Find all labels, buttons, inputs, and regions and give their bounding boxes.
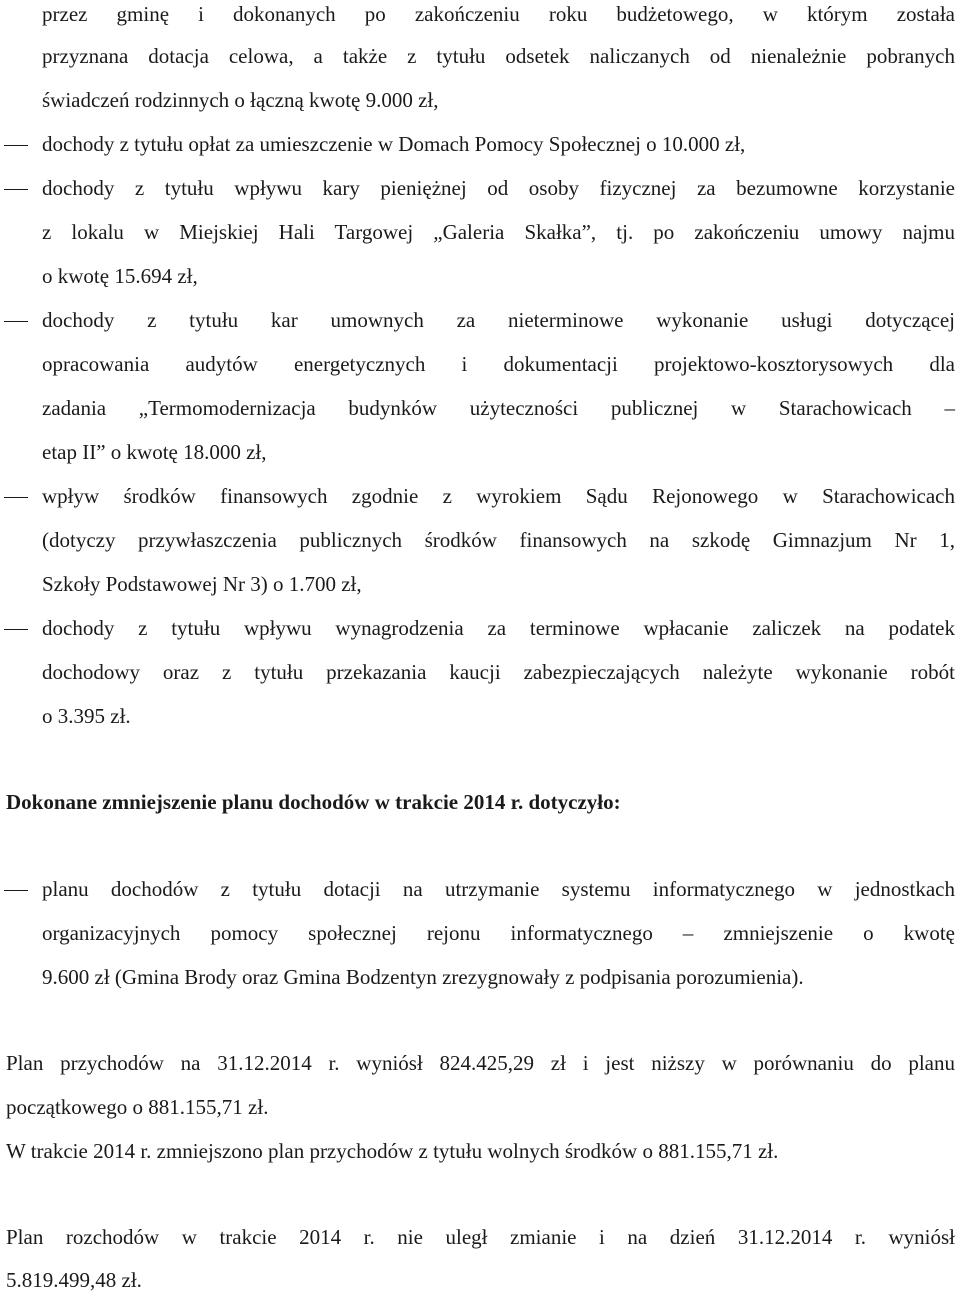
list-item-text: dochody z tytułu wpływu wynagrodzenia za terminowe wpłacanie zaliczek na podatek	[42, 616, 955, 640]
list-item-text: opracowania audytów energetycznych i dokumentacji projektowo-kosztorysowych dla	[42, 352, 955, 376]
list-item-text: dochody z tytułu opłat za umieszczenie w Domach Pomocy Społecznej o 10.000 zł,	[42, 132, 746, 156]
list-item-text: Szkoły Podstawowej Nr 3) o 1.700 zł,	[42, 572, 362, 596]
list-item-text: etap II” o kwotę 18.000 zł,	[42, 440, 267, 464]
list-item-text: wpływ środków finansowych zgodnie z wyrokiem Sądu Rejonowego w Starachowicach	[42, 484, 955, 508]
text-line: świadczeń rodzinnych o łączną kwotę 9.000 zł,	[42, 88, 439, 112]
list-item-text: dochody z tytułu kar umownych za nieterminowe wykonanie usługi dotyczącej	[42, 308, 955, 332]
list-dash	[4, 189, 28, 190]
list-item-text: o 3.395 zł.	[42, 704, 131, 728]
list-item-text: zadania „Termomodernizacja budynków użyteczności publicznej w Starachowicach –	[42, 396, 955, 420]
list-dash	[4, 890, 28, 891]
paragraph-line: 5.819.499,48 zł.	[6, 1268, 142, 1292]
list-item-text: (dotyczy przywłaszczenia publicznych środków finansowych na szkodę Gimnazjum Nr 1,	[42, 528, 955, 552]
list-item-text: dochodowy oraz z tytułu przekazania kaucji zabezpieczających należyte wykonanie robót	[42, 660, 955, 684]
list-dash	[4, 497, 28, 498]
paragraph-line: początkowego o 881.155,71 zł.	[6, 1095, 269, 1119]
text-line: przyznana dotacja celowa, a także z tytułu odsetek naliczanych od nienależnie pobranych	[42, 44, 955, 68]
text-line: przez gminę i dokonanych po zakończeniu roku budżetowego, w którym została	[42, 2, 955, 26]
list-dash	[4, 145, 28, 146]
list-item-text: dochody z tytułu wpływu kary pieniężnej od osoby fizycznej za bezumowne korzystanie	[42, 176, 955, 200]
section-heading: Dokonane zmniejszenie planu dochodów w trakcie 2014 r. dotyczyło:	[6, 790, 621, 814]
list-item-text: z lokalu w Miejskiej Hali Targowej „Galeria Skałka”, tj. po zakończeniu umowy najmu	[42, 220, 955, 244]
list-dash	[4, 629, 28, 630]
paragraph-line: Plan przychodów na 31.12.2014 r. wyniósł 824.425,29 zł i jest niższy w porównaniu do planu	[6, 1051, 955, 1075]
list-item-text: o kwotę 15.694 zł,	[42, 264, 198, 288]
paragraph-line: Plan rozchodów w trakcie 2014 r. nie uległ zmianie i na dzień 31.12.2014 r. wyniósł	[6, 1225, 955, 1249]
list-item-text: planu dochodów z tytułu dotacji na utrzymanie systemu informatycznego w jednostkach	[42, 877, 955, 901]
list-dash	[4, 321, 28, 322]
list-item-text: 9.600 zł (Gmina Brody oraz Gmina Bodzentyn zrezygnowały z podpisania porozumienia).	[42, 965, 804, 989]
paragraph-line: W trakcie 2014 r. zmniejszono plan przychodów z tytułu wolnych środków o 881.155,71 zł.	[6, 1139, 779, 1163]
list-item-text: organizacyjnych pomocy społecznej rejonu informatycznego – zmniejszenie o kwotę	[42, 921, 955, 945]
